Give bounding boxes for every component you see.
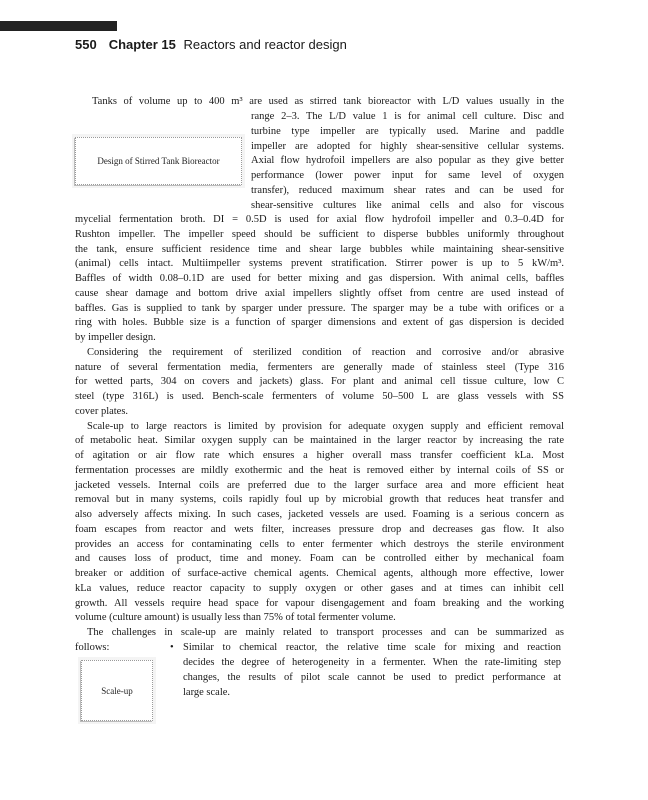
text-line: breaker or addition of surface-active chemical agents. Chemical agents, although more effective, lower: [75, 568, 564, 579]
text-line: (animal) cells intact. Multiimpeller systems prevent stratification. Stirrer power is up to 5 kW/m³.: [75, 258, 564, 270]
text-line: of agitation or air flow rate which ensures a higher overall mass transfer coefficient kLa. Most: [75, 450, 564, 461]
sidenote-design-label: Design of Stirred Tank Bioreactor: [97, 156, 220, 166]
text-line: jacketed vessels. Internal coils are preferred due to the larger surface area and more efficient heat: [75, 479, 564, 491]
text-line: of metabolic heat. Similar oxygen supply can be maintained in the larger reactor by increasing the rate: [75, 435, 564, 447]
text-line: ring with holes. Bubble size is a function of sparger dimensions and extent of gas dispersion is decided: [75, 317, 564, 329]
text-line: nature of several fermentation media, fermenters are generally made of stainless steel (Type 316: [75, 361, 564, 373]
header-rule: [0, 21, 117, 31]
sidenote-scaleup-label: Scale-up: [101, 685, 133, 696]
text-line: the tank, ensure sufficient residence time and shear large bubbles while maintaining shear-sensitive: [75, 243, 564, 255]
text-line: baffles. Gas is supplied to tank by sparger under pressure. The sparger may be a tube with orifices or a: [75, 302, 564, 314]
text-line: mycelial fermentation broth. DI = 0.5D is used for axial flow hydrofoil impeller and 0.3–0.4D for: [75, 214, 564, 225]
text-line: Considering the requirement of sterilized condition of reaction and corrosive and/or abrasive: [87, 346, 564, 358]
text-line: Baffles of width 0.08–0.1D are used for better mixing and gas dispersion. With animal cells, baffles: [75, 273, 564, 284]
text-line: steel (type 316L) is used. Bench-scale fermenters of volume 50–500 L are glass vessels with SS: [75, 391, 564, 402]
running-header: [75, 37, 347, 52]
text-line: transfer), reduced maximum shear rates and can be used for: [251, 184, 564, 196]
bullet-line: Similar to chemical reactor, the relative time scale for mixing and reaction: [183, 642, 561, 653]
text-line: follows:: [75, 641, 110, 653]
text-line: Scale-up to large reactors is limited by provision for adequate oxygen supply and efficient removal: [87, 420, 564, 432]
text-line: growth. All vessels require head space for vapour disengagement and foam breaking and the working: [75, 597, 564, 609]
text-line: Rushton impeller. The impeller speed should be sufficient to disperse bubbles uniformly throughout: [75, 228, 564, 240]
text-line: The challenges in scale-up are mainly related to transport processes and can be summarized as: [87, 627, 564, 638]
text-line: Tanks of volume up to 400 m³ are used as stirred tank bioreactor with L/D values usually in the: [92, 96, 564, 107]
chapter-label: Chapter 15: [108, 37, 176, 52]
text-line: range 2–3. The L/D value 1 is for animal cell culture. Disc and: [251, 111, 564, 122]
body-first-line: [92, 95, 564, 110]
page-number: 550: [75, 37, 97, 52]
text-line: cover plates.: [75, 405, 129, 417]
body-wrapped-text: [251, 110, 564, 213]
text-line: Axial flow hydrofoil impellers are also popular as they give better: [251, 155, 564, 167]
bullet-line: decides the degree of heterogeneity in a fermenter. When the rate-limiting step: [183, 657, 561, 668]
bullet-icon: •: [170, 642, 174, 653]
text-line: for wetted parts, 304 on covers and jackets) glass. For plant and animal cell tissue culture, low C: [75, 376, 564, 388]
body-main-text: [75, 213, 564, 656]
text-line: provides an access for contaminating cells to enter fermenter which destroys the sterile environment: [75, 538, 564, 550]
text-line: impeller are adopted for highly shear-sensitive cellular systems.: [251, 140, 564, 152]
bullet-line: changes, the results of pilot scale cannot be used to predict performance at: [183, 672, 561, 683]
text-line: foam escapes from reactor and wets filter, increases pressure drop and decreases gas flow. It also: [75, 523, 564, 535]
chapter-title: Reactors and reactor design: [183, 37, 347, 52]
text-line: cause shear damage and bottom drive axial impellers slightly offset from centre are used instead of: [75, 287, 564, 299]
text-line: performance (lower power input for same level of oxygen: [251, 170, 564, 181]
text-line: shear-sensitive cultures like animal cells and also for viscous: [251, 199, 564, 211]
sidenote-scaleup: [81, 660, 153, 721]
text-line: volume (culture amount) is usually less than 75% of total fermenter volume.: [75, 612, 396, 624]
bullet-item: [170, 640, 561, 700]
bullet-line: large scale.: [183, 687, 231, 698]
text-line: turbine type impeller are typically used. Marine and paddle: [251, 125, 564, 137]
sidenote-design: [75, 137, 242, 185]
text-line: also adversely affects mixing. In such cases, jacketed vessels are used. Foaming is a serious concern as: [75, 509, 564, 520]
text-line: removal but in many systems, coils rapidly foul up by microbial growth that reduces heat transfer and: [75, 494, 564, 506]
text-line: and causes loss of product, time and money. Foam can be controlled either by mechanical foam: [75, 553, 564, 565]
text-line: by impeller design.: [75, 332, 156, 343]
text-line: fermentation processes are mildly exothermic and the heat is removed either by internal coils of SS or: [75, 464, 564, 476]
text-line: kLa values, reduce reactor capacity to supply oxygen or other gases and at times can inhibit cell: [75, 582, 564, 594]
